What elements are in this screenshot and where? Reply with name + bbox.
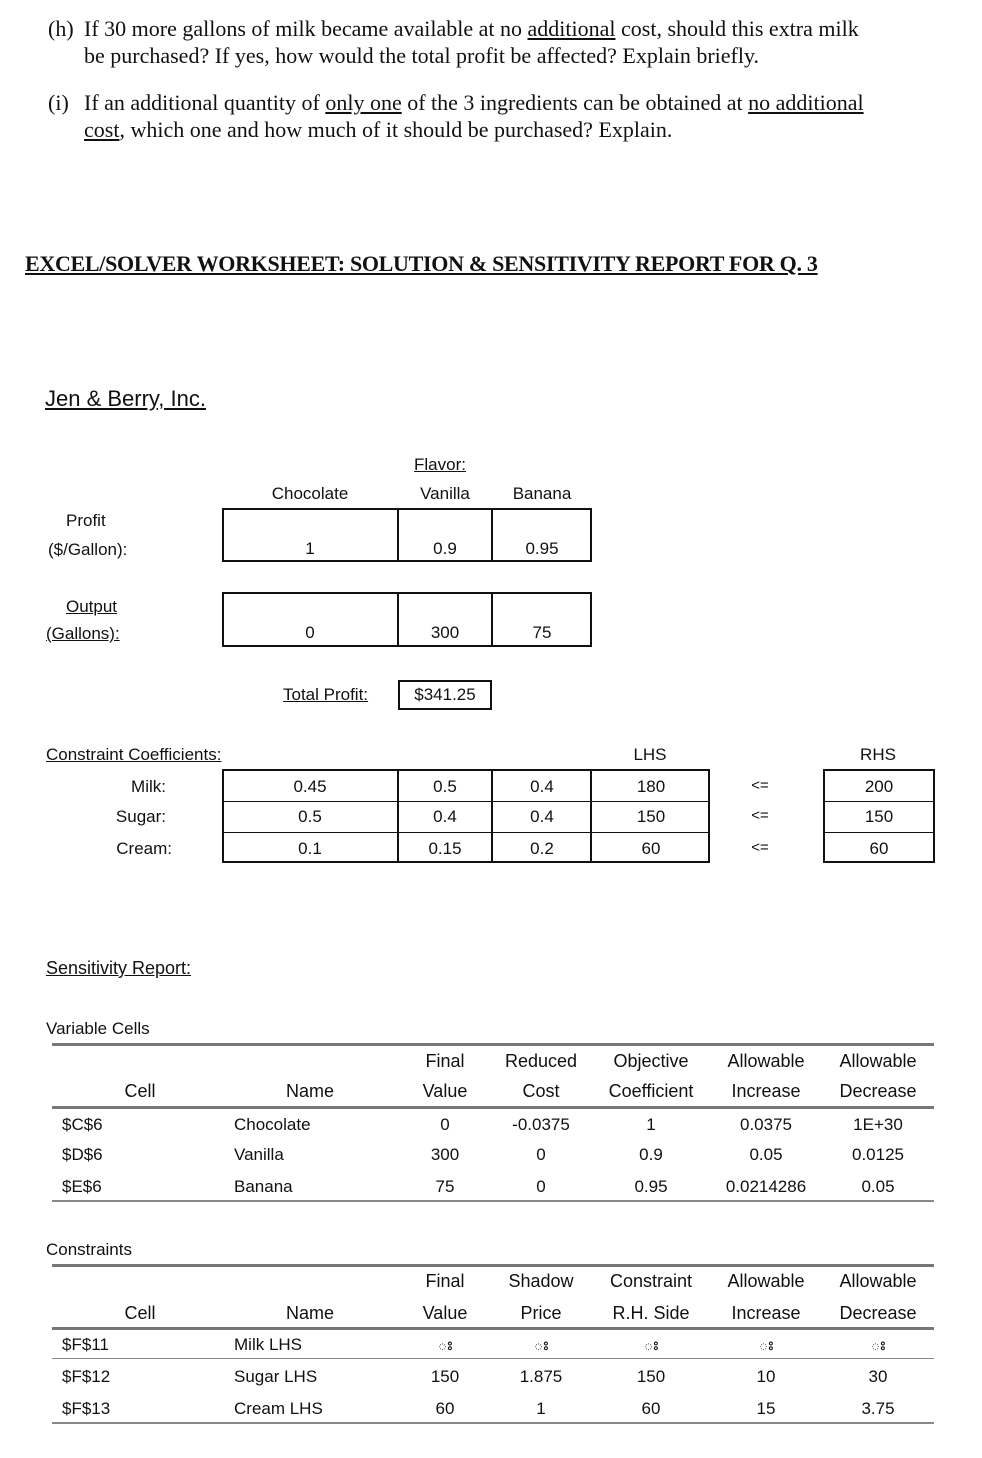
sugar-banana-coef[interactable]: 0.4 [530, 807, 554, 826]
vc-head-cell: Cell [124, 1081, 156, 1101]
vc-head-increase: Increase [731, 1081, 801, 1101]
table-header-rule [52, 1106, 934, 1109]
question-underlined-text: only one [325, 90, 402, 115]
c-head-name: Name [285, 1303, 334, 1323]
constraints-row3-cell[interactable]: $F$13 [62, 1399, 111, 1418]
c-head-rhs: R.H. Side [612, 1303, 690, 1323]
column-header-vanilla: Vanilla [420, 484, 470, 503]
c-head-final: Final [425, 1271, 465, 1291]
profit-vanilla-cell[interactable]: 0.9 [433, 539, 457, 558]
constraints-row3-allowable-decrease[interactable]: 3.75 [861, 1399, 895, 1418]
sugar-lhs[interactable]: 150 [636, 807, 666, 826]
constraint-name-milk: Milk: [131, 777, 166, 796]
constraints-row3-name[interactable]: Cream LHS [234, 1399, 323, 1418]
variable-cells-title: Variable Cells [46, 1019, 150, 1038]
table-top-rule [52, 1043, 934, 1046]
cream-operator: <= [751, 839, 769, 856]
output-chocolate-cell[interactable]: 0 [305, 623, 315, 642]
variable-cells-row1-final-value[interactable]: 0 [440, 1115, 450, 1134]
row-divider [222, 801, 710, 802]
profit-label: Profit [66, 511, 106, 530]
variable-cells-row3-col4[interactable]: 0 [536, 1177, 546, 1196]
cream-lhs[interactable]: 60 [641, 839, 661, 858]
table-bottom-rule [52, 1200, 934, 1202]
output-unit-label: (Gallons): [46, 624, 120, 643]
output-label: Output [66, 597, 118, 616]
output-vanilla-cell[interactable]: 300 [430, 623, 460, 642]
milk-chocolate-coef[interactable]: 0.45 [293, 777, 327, 796]
variable-cells-row3-allowable-increase[interactable]: 0.0214286 [725, 1177, 807, 1196]
c-head-shadow: Shadow [508, 1271, 574, 1291]
vc-head-name: Name [285, 1081, 334, 1101]
question-text: of the 3 ingredients can be obtained at [401, 90, 749, 115]
constraints-row2-final-value[interactable]: 150 [430, 1367, 460, 1386]
question-i-label: (i) [48, 90, 69, 115]
question-h-label: (h) [48, 16, 74, 41]
variable-cells-row2-cell[interactable]: $D$6 [62, 1145, 103, 1164]
variable-cells-row1-col4[interactable]: -0.0375 [512, 1115, 570, 1134]
c-head-constraint: Constraint [609, 1271, 693, 1291]
variable-cells-row1-name[interactable]: Chocolate [234, 1115, 311, 1134]
total-profit-label: Total Profit: [283, 685, 369, 704]
variable-cells-row2-col5[interactable]: 0.9 [639, 1145, 663, 1164]
cream-banana-coef[interactable]: 0.2 [530, 839, 554, 858]
question-text: cost, should this extra milk [615, 16, 859, 41]
constraints-row1-final-value[interactable]: ః [437, 1335, 453, 1354]
variable-cells-row2-col4[interactable]: 0 [536, 1145, 546, 1164]
c-head-allowable-inc: Allowable [727, 1271, 805, 1291]
row-divider [823, 832, 935, 833]
worksheet-title: EXCEL/SOLVER WORKSHEET: SOLUTION & SENSITIVITY REPORT FOR Q. 3 [25, 251, 818, 276]
vc-head-value: Value [422, 1081, 468, 1101]
milk-banana-coef[interactable]: 0.4 [530, 777, 554, 796]
question-underlined-text: additional [527, 16, 616, 41]
row-divider [823, 801, 935, 802]
milk-rhs[interactable]: 200 [864, 777, 894, 796]
vc-head-allowable-inc: Allowable [727, 1051, 805, 1071]
table-top-rule [52, 1264, 934, 1267]
sugar-rhs[interactable]: 150 [864, 807, 894, 826]
sugar-vanilla-coef[interactable]: 0.4 [433, 807, 457, 826]
c-head-cell: Cell [124, 1303, 156, 1323]
variable-cells-row3-col5[interactable]: 0.95 [634, 1177, 668, 1196]
constraints-row2-cell[interactable]: $F$12 [62, 1367, 111, 1386]
milk-vanilla-coef[interactable]: 0.5 [433, 777, 457, 796]
c-head-decrease: Decrease [839, 1303, 917, 1323]
constraints-row3-allowable-increase[interactable]: 15 [756, 1399, 776, 1418]
table-header-rule [52, 1327, 934, 1330]
variable-cells-row2-final-value[interactable]: 300 [430, 1145, 460, 1164]
lhs-header: LHS [633, 745, 667, 764]
variable-cells-row3-allowable-decrease[interactable]: 0.05 [861, 1177, 895, 1196]
constraints-row2-name[interactable]: Sugar LHS [234, 1367, 318, 1386]
c-head-allowable-dec: Allowable [839, 1271, 917, 1291]
sensitivity-report-title: Sensitivity Report: [46, 958, 192, 978]
vc-head-objective: Objective [613, 1051, 689, 1071]
vc-head-decrease: Decrease [839, 1081, 917, 1101]
cream-vanilla-coef[interactable]: 0.15 [428, 839, 462, 858]
question-text: , which one and how much of it should be purchased? Explain. [119, 117, 673, 142]
variable-cells-row1-allowable-decrease[interactable]: 1E+30 [853, 1115, 903, 1134]
question-text: If 30 more gallons of milk became available at no [84, 16, 528, 41]
vc-head-coefficient: Coefficient [608, 1081, 694, 1101]
constraint-name-cream: Cream: [116, 839, 172, 858]
c-head-price: Price [520, 1303, 562, 1323]
company-name: Jen & Berry, Inc. [45, 386, 206, 411]
variable-cells-row3-final-value[interactable]: 75 [435, 1177, 455, 1196]
variable-cells-row1-col5[interactable]: 1 [646, 1115, 656, 1134]
constraints-row1-col4[interactable]: ః [533, 1335, 549, 1354]
question-text: If an additional quantity of [84, 90, 326, 115]
constraints-row1-allowable-increase[interactable]: ః [758, 1335, 774, 1354]
row-divider [222, 832, 710, 833]
table-bottom-rule [52, 1422, 934, 1424]
question-underlined-text: cost [84, 117, 120, 142]
vc-head-cost: Cost [522, 1081, 560, 1101]
profit-unit-label: ($/Gallon): [48, 540, 128, 559]
column-header-chocolate: Chocolate [271, 484, 349, 503]
question-i-line1 [84, 90, 864, 116]
constraints-row1-name[interactable]: Milk LHS [234, 1335, 303, 1354]
cream-chocolate-coef[interactable]: 0.1 [298, 839, 322, 858]
variable-cells-row1-cell[interactable]: $C$6 [62, 1115, 103, 1134]
question-h-line2: be purchased? If yes, how would the total profit be affected? Explain briefly. [84, 43, 760, 68]
vc-head-reduced: Reduced [504, 1051, 578, 1071]
constraints-row2-col4[interactable]: 1.875 [519, 1367, 563, 1386]
constraint-coefficients-title: Constraint Coefficients: [46, 745, 222, 764]
constraints-row2-col5[interactable]: 150 [636, 1367, 666, 1386]
variable-cells-row2-name[interactable]: Vanilla [234, 1145, 284, 1164]
constraints-row1-col5[interactable]: ః [643, 1335, 659, 1354]
sugar-operator: <= [751, 807, 769, 824]
constraint-name-sugar: Sugar: [115, 807, 166, 826]
variable-cells-row3-cell[interactable]: $E$6 [62, 1177, 102, 1196]
question-h-line1 [84, 16, 859, 42]
variable-cells-row2-allowable-increase[interactable]: 0.05 [749, 1145, 783, 1164]
constraints-row1-allowable-decrease[interactable]: ః [870, 1335, 886, 1354]
vc-head-final: Final [425, 1051, 465, 1071]
cream-rhs[interactable]: 60 [869, 839, 889, 858]
variable-cells-row2-allowable-decrease[interactable]: 0.0125 [852, 1145, 904, 1164]
flavor-label: Flavor: [414, 455, 466, 474]
rhs-header: RHS [860, 745, 896, 764]
total-profit-value[interactable]: $341.25 [414, 685, 476, 704]
variable-cells-row1-allowable-increase[interactable]: 0.0375 [740, 1115, 792, 1134]
constraints-row2-allowable-decrease[interactable]: 30 [868, 1367, 888, 1386]
question-underlined-text: no additional [748, 90, 864, 115]
profit-banana-cell[interactable]: 0.95 [525, 539, 559, 558]
milk-operator: <= [751, 777, 769, 794]
constraints-row2-allowable-increase[interactable]: 10 [756, 1367, 776, 1386]
question-i-line2 [84, 117, 672, 143]
milk-lhs[interactable]: 180 [636, 777, 666, 796]
constraints-title: Constraints [46, 1240, 132, 1259]
c-head-increase: Increase [731, 1303, 801, 1323]
constraints-row3-col4[interactable]: 1 [536, 1399, 546, 1418]
sugar-chocolate-coef[interactable]: 0.5 [298, 807, 322, 826]
column-header-banana: Banana [512, 484, 572, 503]
constraints-row1-cell[interactable]: $F$11 [62, 1335, 109, 1354]
vc-head-allowable-dec: Allowable [839, 1051, 917, 1071]
c-head-value: Value [422, 1303, 468, 1323]
variable-cells-row3-name[interactable]: Banana [234, 1177, 293, 1196]
profit-chocolate-cell[interactable]: 1 [305, 539, 315, 558]
constraints-row3-col5[interactable]: 60 [641, 1399, 661, 1418]
constraints-row3-final-value[interactable]: 60 [435, 1399, 455, 1418]
output-banana-cell[interactable]: 75 [532, 623, 552, 642]
